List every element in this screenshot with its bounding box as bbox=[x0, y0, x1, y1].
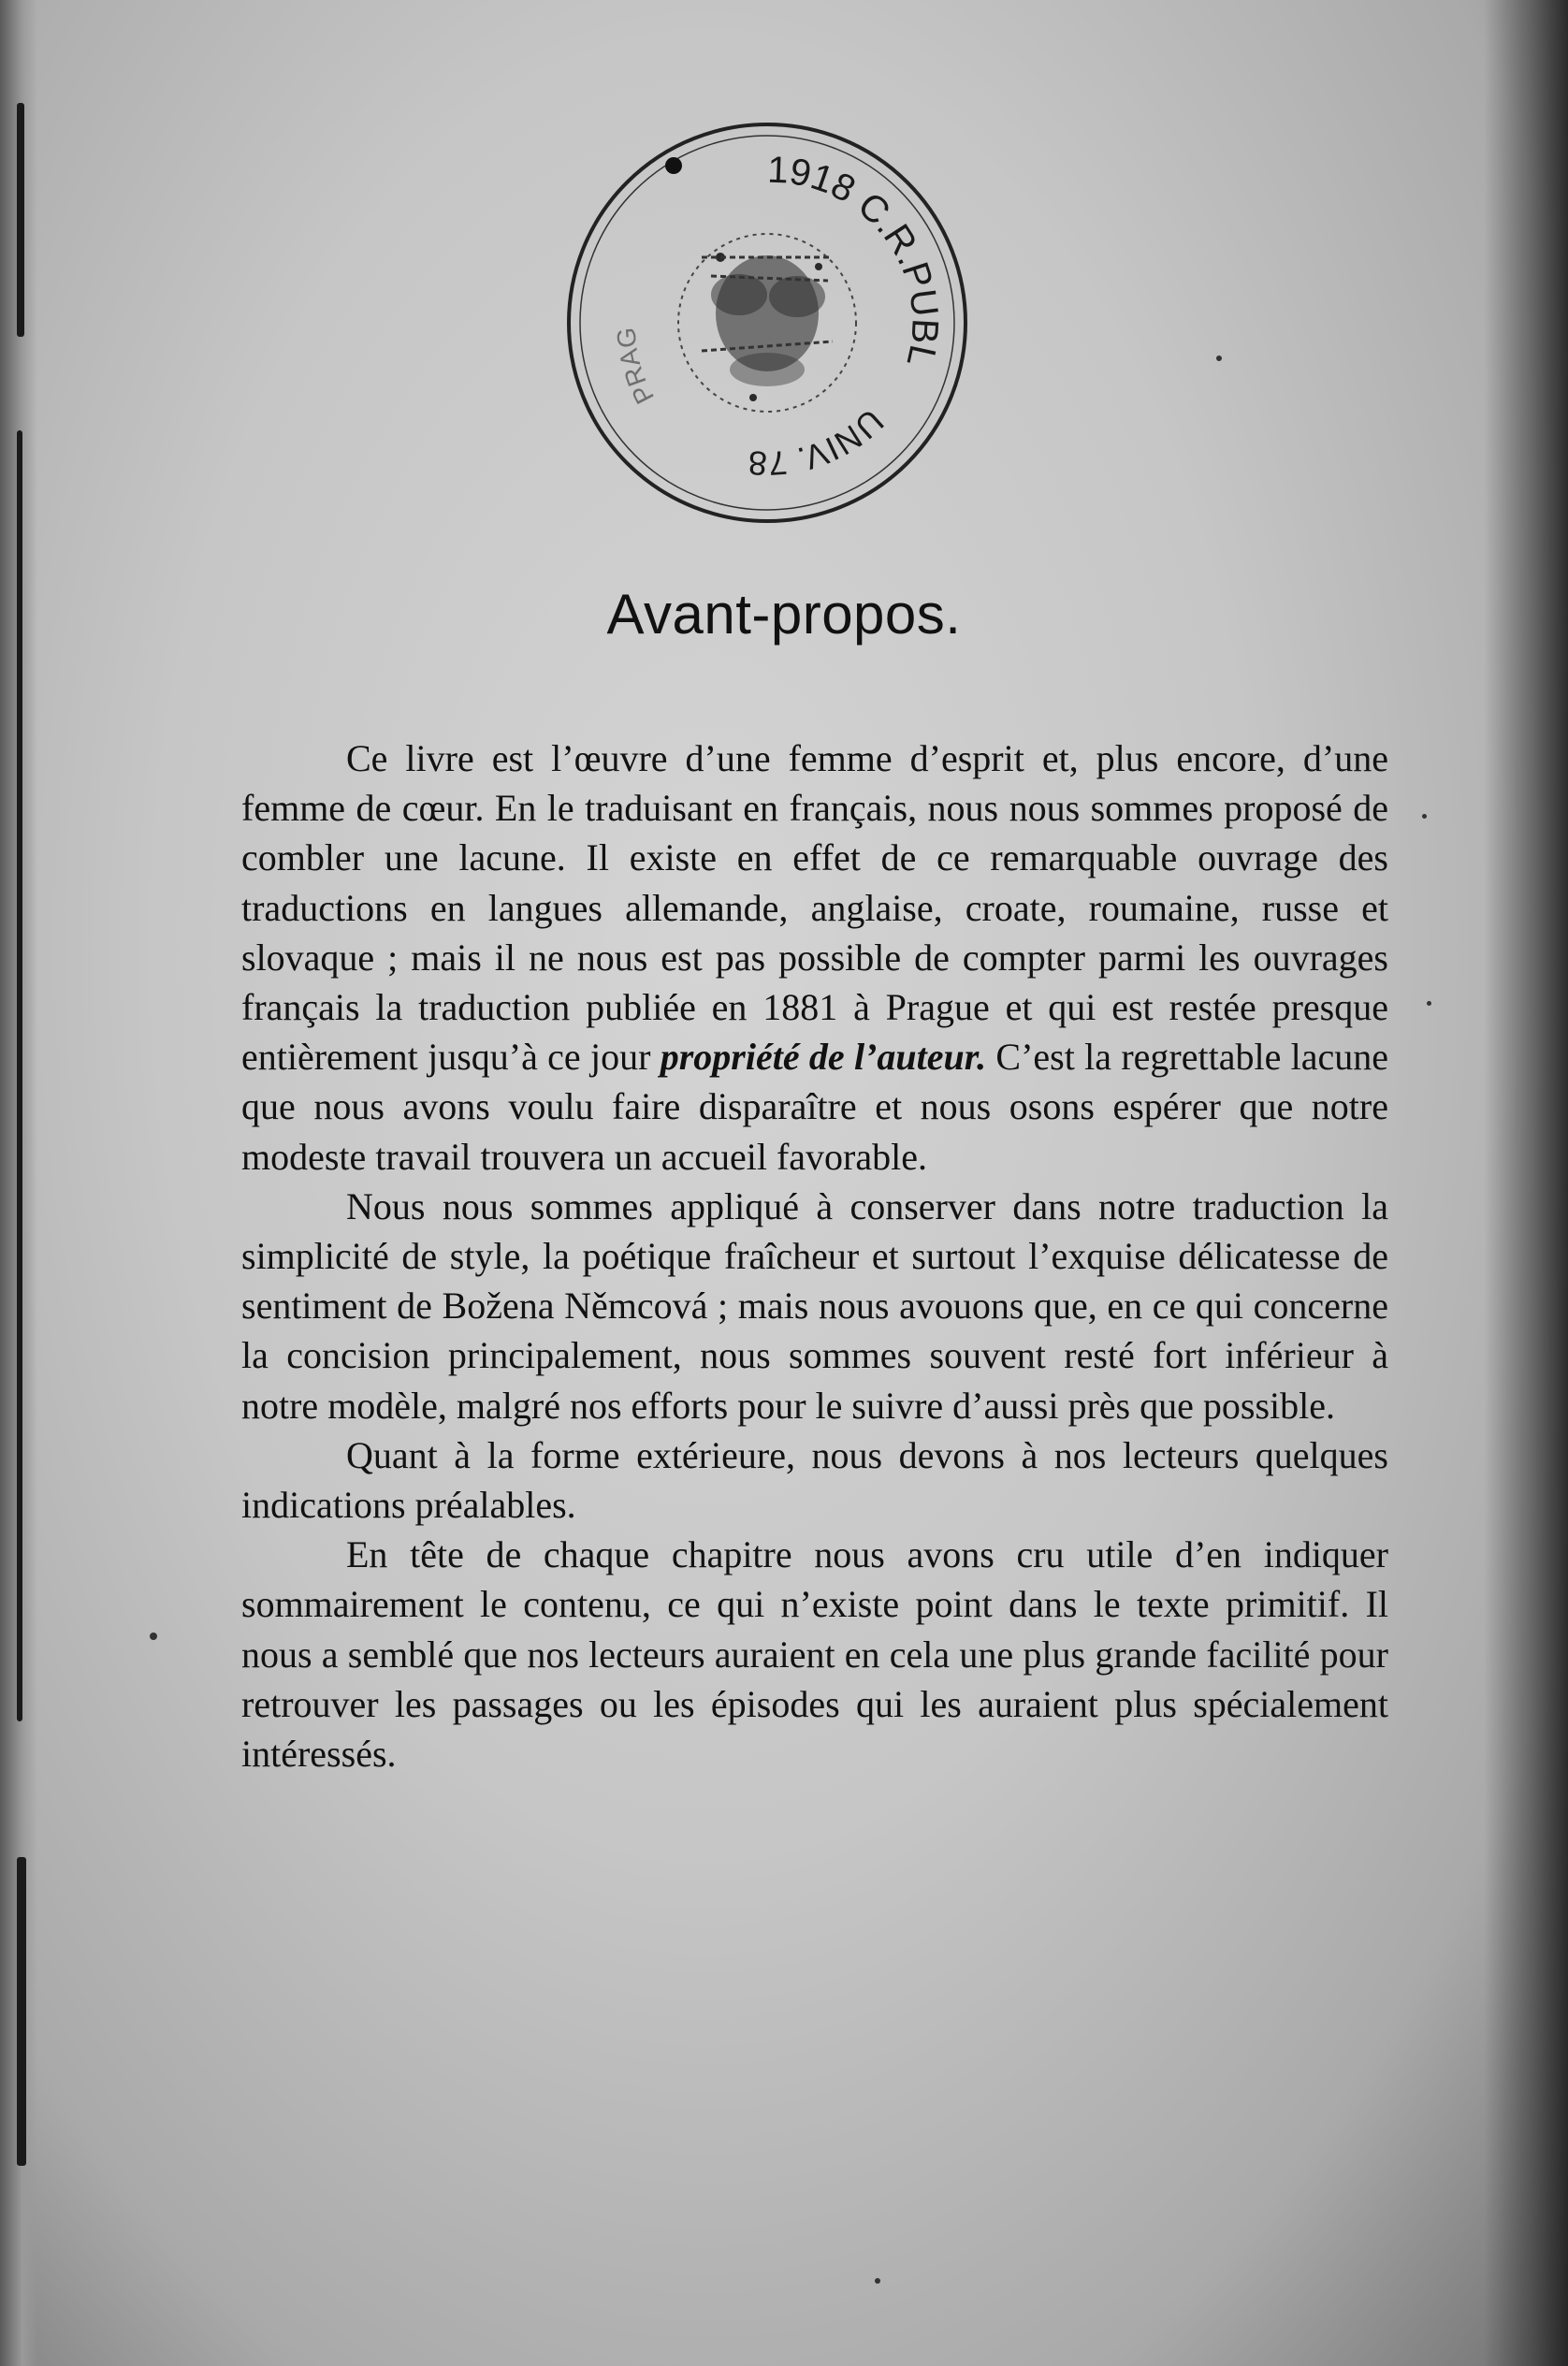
page-shadow-edge bbox=[1484, 0, 1568, 2366]
paragraph: En tête de chaque chapitre nous avons cru utile d’en indiquer sommairement le contenu, ce qui n’existe point dans le texte primitif. Il nous a semblé que nos lecteurs auraient en cela une plus grande facilité pour retrouver les passages ou les épisodes qui les auraient plus spécialement intéressés. bbox=[241, 1533, 1388, 1776]
paragraph-text: C’est la regrettable lacune que nous avons voulu faire disparaître et nous osons espérer que notre modeste travail trouvera un accueil favorable. bbox=[241, 1036, 1389, 1178]
stamp-text-top: 1918 C.R.PUBL bbox=[766, 149, 946, 370]
scan-speck bbox=[1216, 356, 1222, 361]
scan-speck bbox=[875, 2278, 880, 2284]
binding-thread bbox=[17, 1857, 26, 2166]
body-text bbox=[241, 733, 1388, 1778]
paragraph-text: Ce livre est l’œuvre d’une femme d’esprit et, plus encore, d’une femme de cœur. En le traduisant en français, nous nous sommes proposé de combler une lacune. Il existe en effet de ce remarquable ouvrage des traductions en langues allemande, anglaise, croate, roumaine, russe et slovaque ; mais il ne nous est pas possible de compter parmi les ouvrages français la traduction publiée en 1881 à Prague et qui est restée presque entièrement jusqu’à ce jour bbox=[241, 737, 1388, 1079]
emphasis-text: propriété de l’auteur. bbox=[660, 1036, 987, 1079]
stamp-text-left: PRAG bbox=[611, 326, 661, 409]
paragraph: Quant à la forme extérieure, nous devons à nos lecteurs quelques indications préalables. bbox=[241, 1433, 1388, 1527]
scan-speck bbox=[1427, 1001, 1431, 1006]
page-title: Avant-propos. bbox=[606, 583, 962, 646]
stamp-text-bottom: UNIV. 78 bbox=[747, 401, 892, 484]
paragraph: Nous nous sommes appliqué à conserver dans notre traduction la simplicité de style, la poétique fraîcheur et surtout l’exquise délicatesse de sentiment de Božena Němcová ; mais nous avouons que, en ce qui concerne la concision principalement, nous sommes souvent resté fort inférieur à notre modèle, malgré nos efforts pour le suivre d’aussi près que possible. bbox=[241, 1184, 1388, 1427]
library-stamp bbox=[561, 117, 973, 529]
binding-thread bbox=[17, 103, 24, 337]
scan-speck bbox=[1422, 814, 1427, 819]
paragraph bbox=[241, 733, 1388, 1182]
scan-speck bbox=[150, 1633, 157, 1640]
